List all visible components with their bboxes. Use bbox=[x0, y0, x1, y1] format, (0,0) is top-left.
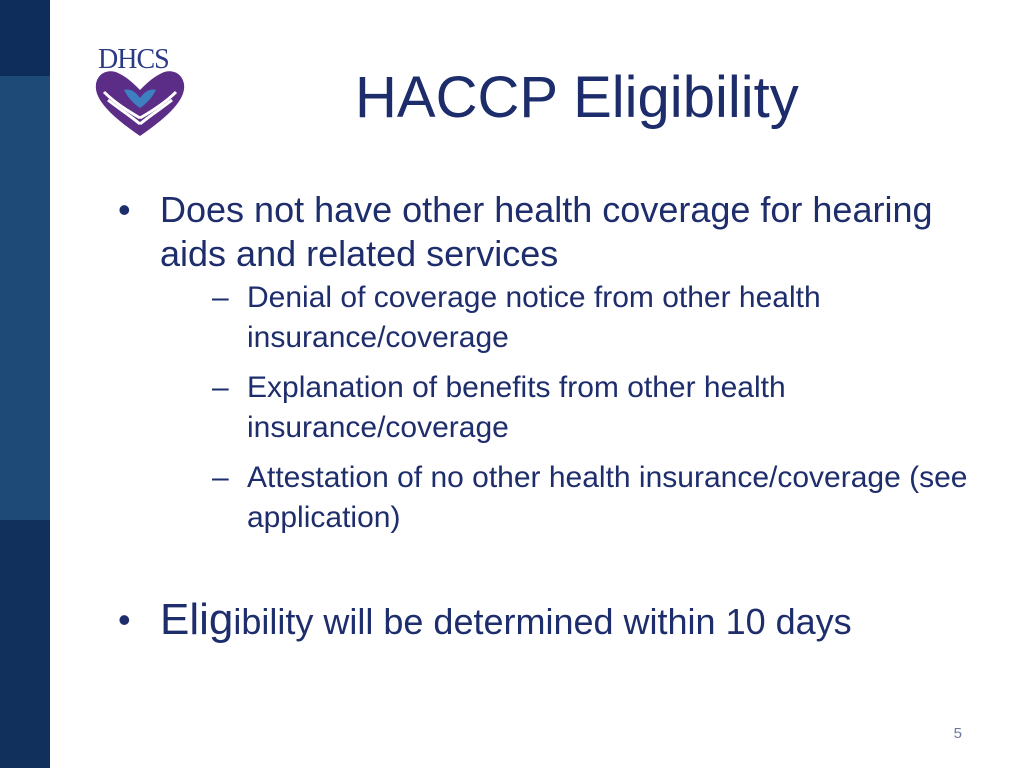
sub-bullet-list bbox=[160, 278, 998, 538]
bullet-marker: • bbox=[118, 599, 131, 640]
page-number: 5 bbox=[953, 725, 962, 742]
sub-bullet-item bbox=[160, 278, 998, 358]
left-bar-bottom-segment bbox=[0, 520, 50, 768]
bullet-marker: • bbox=[118, 189, 131, 230]
dash-marker: – bbox=[212, 281, 229, 314]
logo-text: DHCS bbox=[98, 44, 169, 75]
bullet-text: Does not have other health coverage for hearing aids and related services bbox=[160, 189, 933, 274]
left-bar-top-segment bbox=[0, 0, 50, 76]
bullet-item bbox=[118, 188, 998, 538]
sub-bullet-item bbox=[160, 368, 998, 448]
sub-bullet-item bbox=[160, 458, 998, 538]
left-accent-bar bbox=[0, 0, 50, 768]
left-bar-middle-segment bbox=[0, 76, 50, 520]
bullet-item bbox=[118, 595, 998, 644]
dash-marker: – bbox=[212, 461, 229, 494]
bullet-text-rest: ibility will be determined within 10 days bbox=[233, 601, 852, 642]
bullet-text-lead: Elig bbox=[160, 595, 234, 644]
slide-title: HACCP Eligibility bbox=[355, 65, 799, 130]
dash-marker: – bbox=[212, 371, 229, 404]
heart-hands-logo-icon bbox=[90, 44, 190, 144]
slide-content bbox=[118, 188, 998, 644]
sub-bullet-text: Explanation of benefits from other health insurance/coverage bbox=[247, 371, 786, 444]
dhcs-logo bbox=[90, 44, 190, 144]
sub-bullet-text: Denial of coverage notice from other health insurance/coverage bbox=[247, 281, 821, 354]
sub-bullet-text: Attestation of no other health insurance/coverage (see application) bbox=[247, 461, 968, 534]
